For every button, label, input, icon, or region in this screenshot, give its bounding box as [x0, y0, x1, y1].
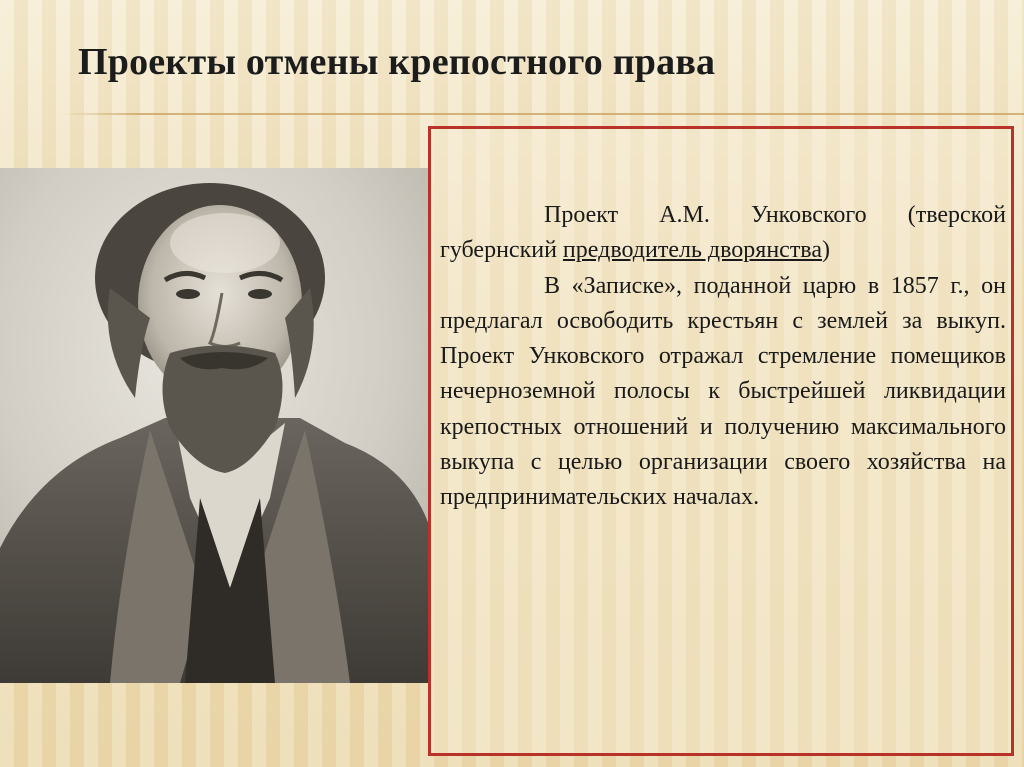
paragraph-1-end: ) — [821, 237, 830, 264]
paragraph-1 — [440, 198, 1006, 269]
paragraph-2: В «Записке», поданной царю в 1857 г., он предлагал освободить крестьян с землей за выкуп. Проект Унковского отражал стремление помещиков нечерноземной полосы к быстрейшей ликвидации крепостных отношений и получению максимального выкупа с целью организации своего хозяйства на предпринимательских началах. — [440, 272, 1006, 511]
slide-title: Проекты отмены крепостного права — [78, 41, 716, 83]
link-predvoditel-dvoryanstva[interactable]: предводитель дворянства — [562, 237, 822, 264]
paragraph-1-start: Проект А.М. Унковского (тверской губернский — [440, 202, 1006, 264]
portrait-photo — [0, 168, 430, 683]
text-body — [440, 198, 1006, 516]
title-underline — [62, 113, 1024, 115]
